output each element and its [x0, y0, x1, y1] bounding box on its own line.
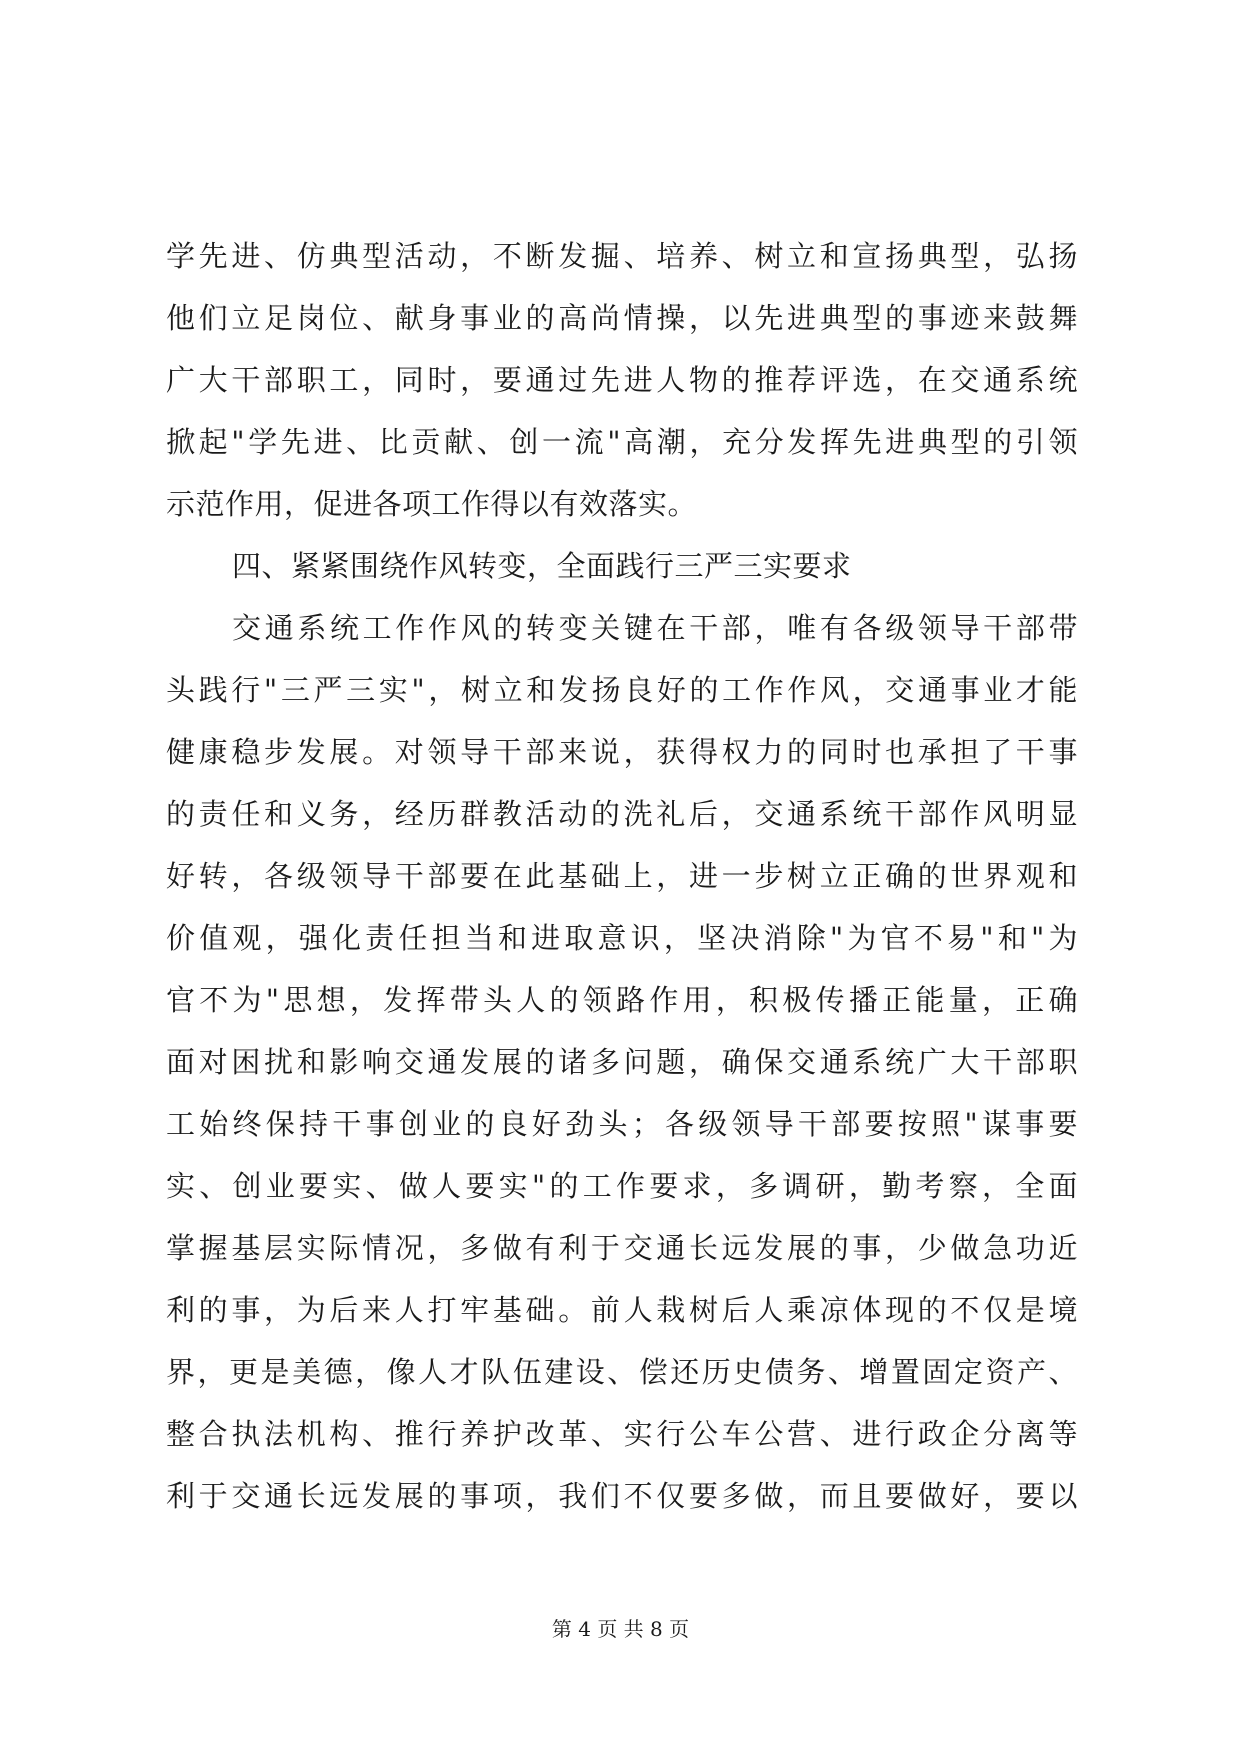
text-line: 实、创业要实、做人要实"的工作要求，多调研，勤考察，全面: [166, 1169, 1078, 1203]
text-line: 健康稳步发展。对领导干部来说，获得权力的同时也承担了干事: [166, 735, 1078, 769]
text-line: 广大干部职工，同时，要通过先进人物的推荐评选，在交通系统: [166, 363, 1078, 397]
page-footer: 第 4 页 共 8 页: [551, 1617, 690, 1641]
section-heading: 四、紧紧围绕作风转变，全面践行三严三实要求: [232, 549, 852, 583]
text-line: 整合执法机构、推行养护改革、实行公车公营、进行政企分离等: [166, 1417, 1078, 1451]
text-line: 交通系统工作作风的转变关键在干部，唯有各级领导干部带: [232, 611, 1078, 645]
text-line: 掌握基层实际情况，多做有利于交通长远发展的事，少做急功近: [166, 1231, 1078, 1265]
text-line: 头践行"三严三实"，树立和发扬良好的工作作风，交通事业才能: [166, 673, 1078, 707]
text-line: 利于交通长远发展的事项，我们不仅要多做，而且要做好，要以: [166, 1479, 1078, 1513]
text-line: 界，更是美德，像人才队伍建设、偿还历史债务、增置固定资产、: [166, 1355, 1078, 1389]
text-line: 学先进、仿典型活动，不断发掘、培养、树立和宣扬典型，弘扬: [166, 239, 1078, 273]
text-line: 他们立足岗位、献身事业的高尚情操，以先进典型的事迹来鼓舞: [166, 301, 1078, 335]
text-line: 面对困扰和影响交通发展的诸多问题，确保交通系统广大干部职: [166, 1045, 1078, 1079]
text-line: 好转，各级领导干部要在此基础上，进一步树立正确的世界观和: [166, 859, 1078, 893]
text-line: 利的事，为后来人打牢基础。前人栽树后人乘凉体现的不仅是境: [166, 1293, 1078, 1327]
text-line: 示范作用，促进各项工作得以有效落实。: [166, 487, 698, 521]
text-line: 掀起"学先进、比贡献、创一流"高潮，充分发挥先进典型的引领: [166, 425, 1078, 459]
text-line: 的责任和义务，经历群教活动的洗礼后，交通系统干部作风明显: [166, 797, 1078, 831]
text-line: 官不为"思想，发挥带头人的领路作用，积极传播正能量，正确: [166, 983, 1078, 1017]
text-line: 工始终保持干事创业的良好劲头；各级领导干部要按照"谋事要: [166, 1107, 1078, 1141]
text-line: 价值观，强化责任担当和进取意识，坚决消除"为官不易"和"为: [166, 921, 1078, 955]
document-body: [166, 225, 1078, 1527]
